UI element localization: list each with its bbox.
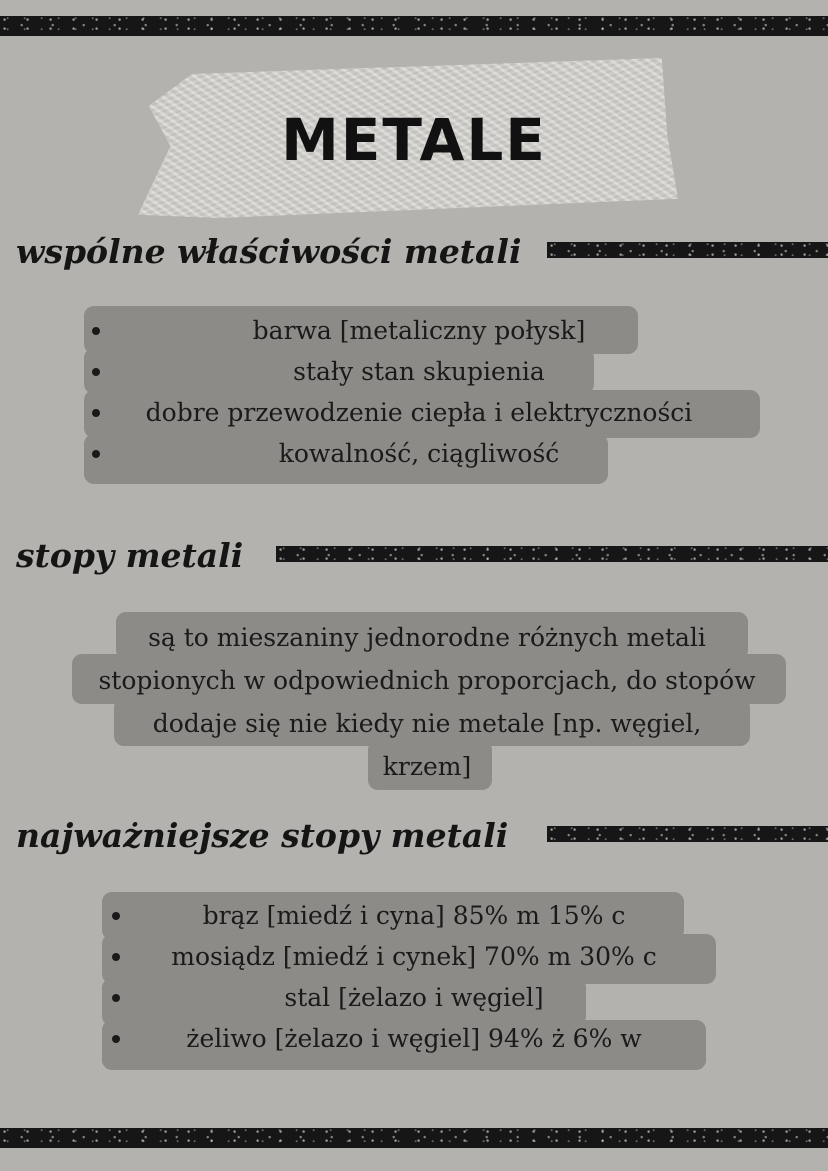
heading-2-underline-bar bbox=[276, 546, 828, 562]
list-item: kowalność, ciągliwość bbox=[84, 433, 754, 474]
heading-common-properties: wspólne właściwości metali bbox=[16, 232, 522, 271]
list-item: barwa [metaliczny połysk] bbox=[84, 310, 754, 351]
bullet-icon bbox=[92, 450, 100, 458]
list-item: żeliwo [żelazo i węgiel] 94% ż 6% w bbox=[102, 1018, 702, 1059]
page-title: METALE bbox=[281, 106, 547, 174]
heading-important-alloys: najważniejsze stopy metali bbox=[16, 816, 509, 855]
bullet-icon bbox=[112, 912, 120, 920]
list-item: stal [żelazo i węgiel] bbox=[102, 977, 702, 1018]
properties-list bbox=[84, 310, 754, 474]
heading-alloys: stopy metali bbox=[16, 536, 244, 575]
top-divider-bar bbox=[0, 16, 828, 36]
bullet-icon bbox=[112, 953, 120, 961]
bullet-icon bbox=[92, 327, 100, 335]
bottom-divider-bar bbox=[0, 1128, 828, 1148]
bullet-icon bbox=[92, 368, 100, 376]
bullet-icon bbox=[92, 409, 100, 417]
list-item: mosiądz [miedź i cynek] 70% m 30% c bbox=[102, 936, 702, 977]
bullet-icon bbox=[112, 1035, 120, 1043]
alloys-definition-text: są to mieszaniny jednorodne różnych metali stopionych w odpowiednich proporcjach, do stopów dodaje się nie kiedy nie metale [np. węgiel, krzem] bbox=[98, 623, 756, 781]
list-item: dobre przewodzenie ciepła i elektryczności bbox=[84, 392, 754, 433]
list-item: stały stan skupienia bbox=[84, 351, 754, 392]
heading-1-underline-bar bbox=[547, 242, 828, 258]
heading-3-underline-bar bbox=[547, 826, 828, 842]
bullet-icon bbox=[112, 994, 120, 1002]
important-alloys-list bbox=[102, 895, 702, 1059]
list-item: brąz [miedź i cyna] 85% m 15% c bbox=[102, 895, 702, 936]
